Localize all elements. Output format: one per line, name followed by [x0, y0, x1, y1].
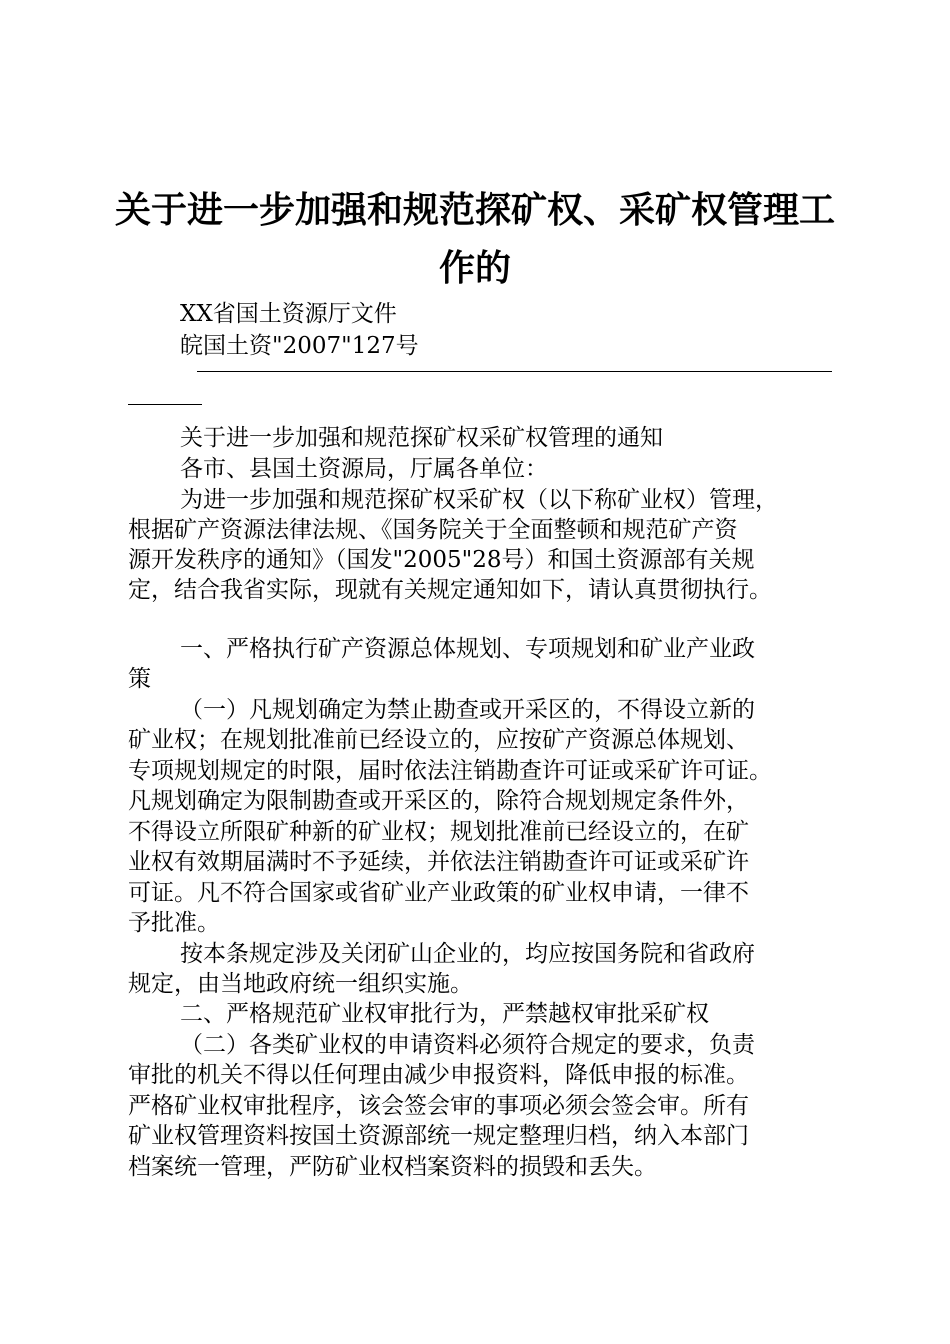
document-title-line-1: 关于进一步加强和规范探矿权、采矿权管理工	[114, 190, 835, 231]
item-2-line: 审批的机关不得以任何理由减少申报资料，降低申报的标准。	[128, 1062, 749, 1088]
item-1-line: 不得设立所限矿种新的矿业权；规划批准前已经设立的，在矿	[128, 819, 749, 845]
section-1-heading-continuation: 策	[128, 666, 151, 692]
intro-line: 为进一步加强和规范探矿权采矿权（以下称矿业权）管理，	[180, 487, 778, 513]
item-1-line: 业权有效期届满时不予延续，并依法注销勘查许可证或采矿许	[128, 849, 749, 875]
item-1-line: 矿业权；在规划批准前已经设立的，应按矿产资源总体规划、	[128, 727, 749, 753]
item-2-line: 档案统一管理，严防矿业权档案资料的损毁和丢失。	[128, 1154, 657, 1180]
section-2-heading: 二、严格规范矿业权审批行为，严禁越权审批采矿权	[180, 1001, 709, 1027]
item-1-line: （一）凡规划确定为禁止勘查或开采区的，不得设立新的	[180, 697, 755, 723]
item-1-note-line: 规定，由当地政府统一组织实施。	[128, 971, 473, 997]
notice-title: 关于进一步加强和规范探矿权采矿权管理的通知	[180, 425, 663, 451]
item-2-line: （二）各类矿业权的申请资料必须符合规定的要求，负责	[180, 1032, 755, 1058]
item-2-line: 矿业权管理资料按国土资源部统一规定整理归档，纳入本部门	[128, 1123, 749, 1149]
intro-line: 根据矿产资源法律法规、《国务院关于全面整顿和规范矿产资	[128, 517, 738, 543]
header-divider-continuation	[128, 404, 202, 405]
item-1-line: 予批准。	[128, 910, 220, 936]
header-divider	[197, 371, 832, 372]
recipients-line: 各市、县国土资源局，厅属各单位：	[180, 456, 548, 482]
item-1-line: 可证。凡不符合国家或省矿业产业政策的矿业权申请，一律不	[128, 880, 749, 906]
intro-line: 源开发秩序的通知》（国发"2005"28号）和国土资源部有关规	[128, 547, 755, 573]
item-2-line: 严格矿业权审批程序，该会签会审的事项必须会签会审。所有	[128, 1093, 749, 1119]
intro-line: 定，结合我省实际，现就有关规定通知如下，请认真贯彻执行。	[128, 577, 772, 603]
document-number: 皖国土资"2007"127号	[180, 333, 419, 359]
section-1-heading: 一、严格执行矿产资源总体规划、专项规划和矿业产业政	[180, 636, 755, 662]
item-1-line: 专项规划规定的时限，届时依法注销勘查许可证或采矿许可证。	[128, 758, 772, 784]
item-1-note-line: 按本条规定涉及关闭矿山企业的，均应按国务院和省政府	[180, 941, 755, 967]
item-1-line: 凡规划确定为限制勘查或开采区的，除符合规划规定条件外，	[128, 788, 749, 814]
issuer-line: XX省国土资源厅文件	[180, 301, 397, 327]
document-title-line-2: 作的	[438, 248, 511, 289]
